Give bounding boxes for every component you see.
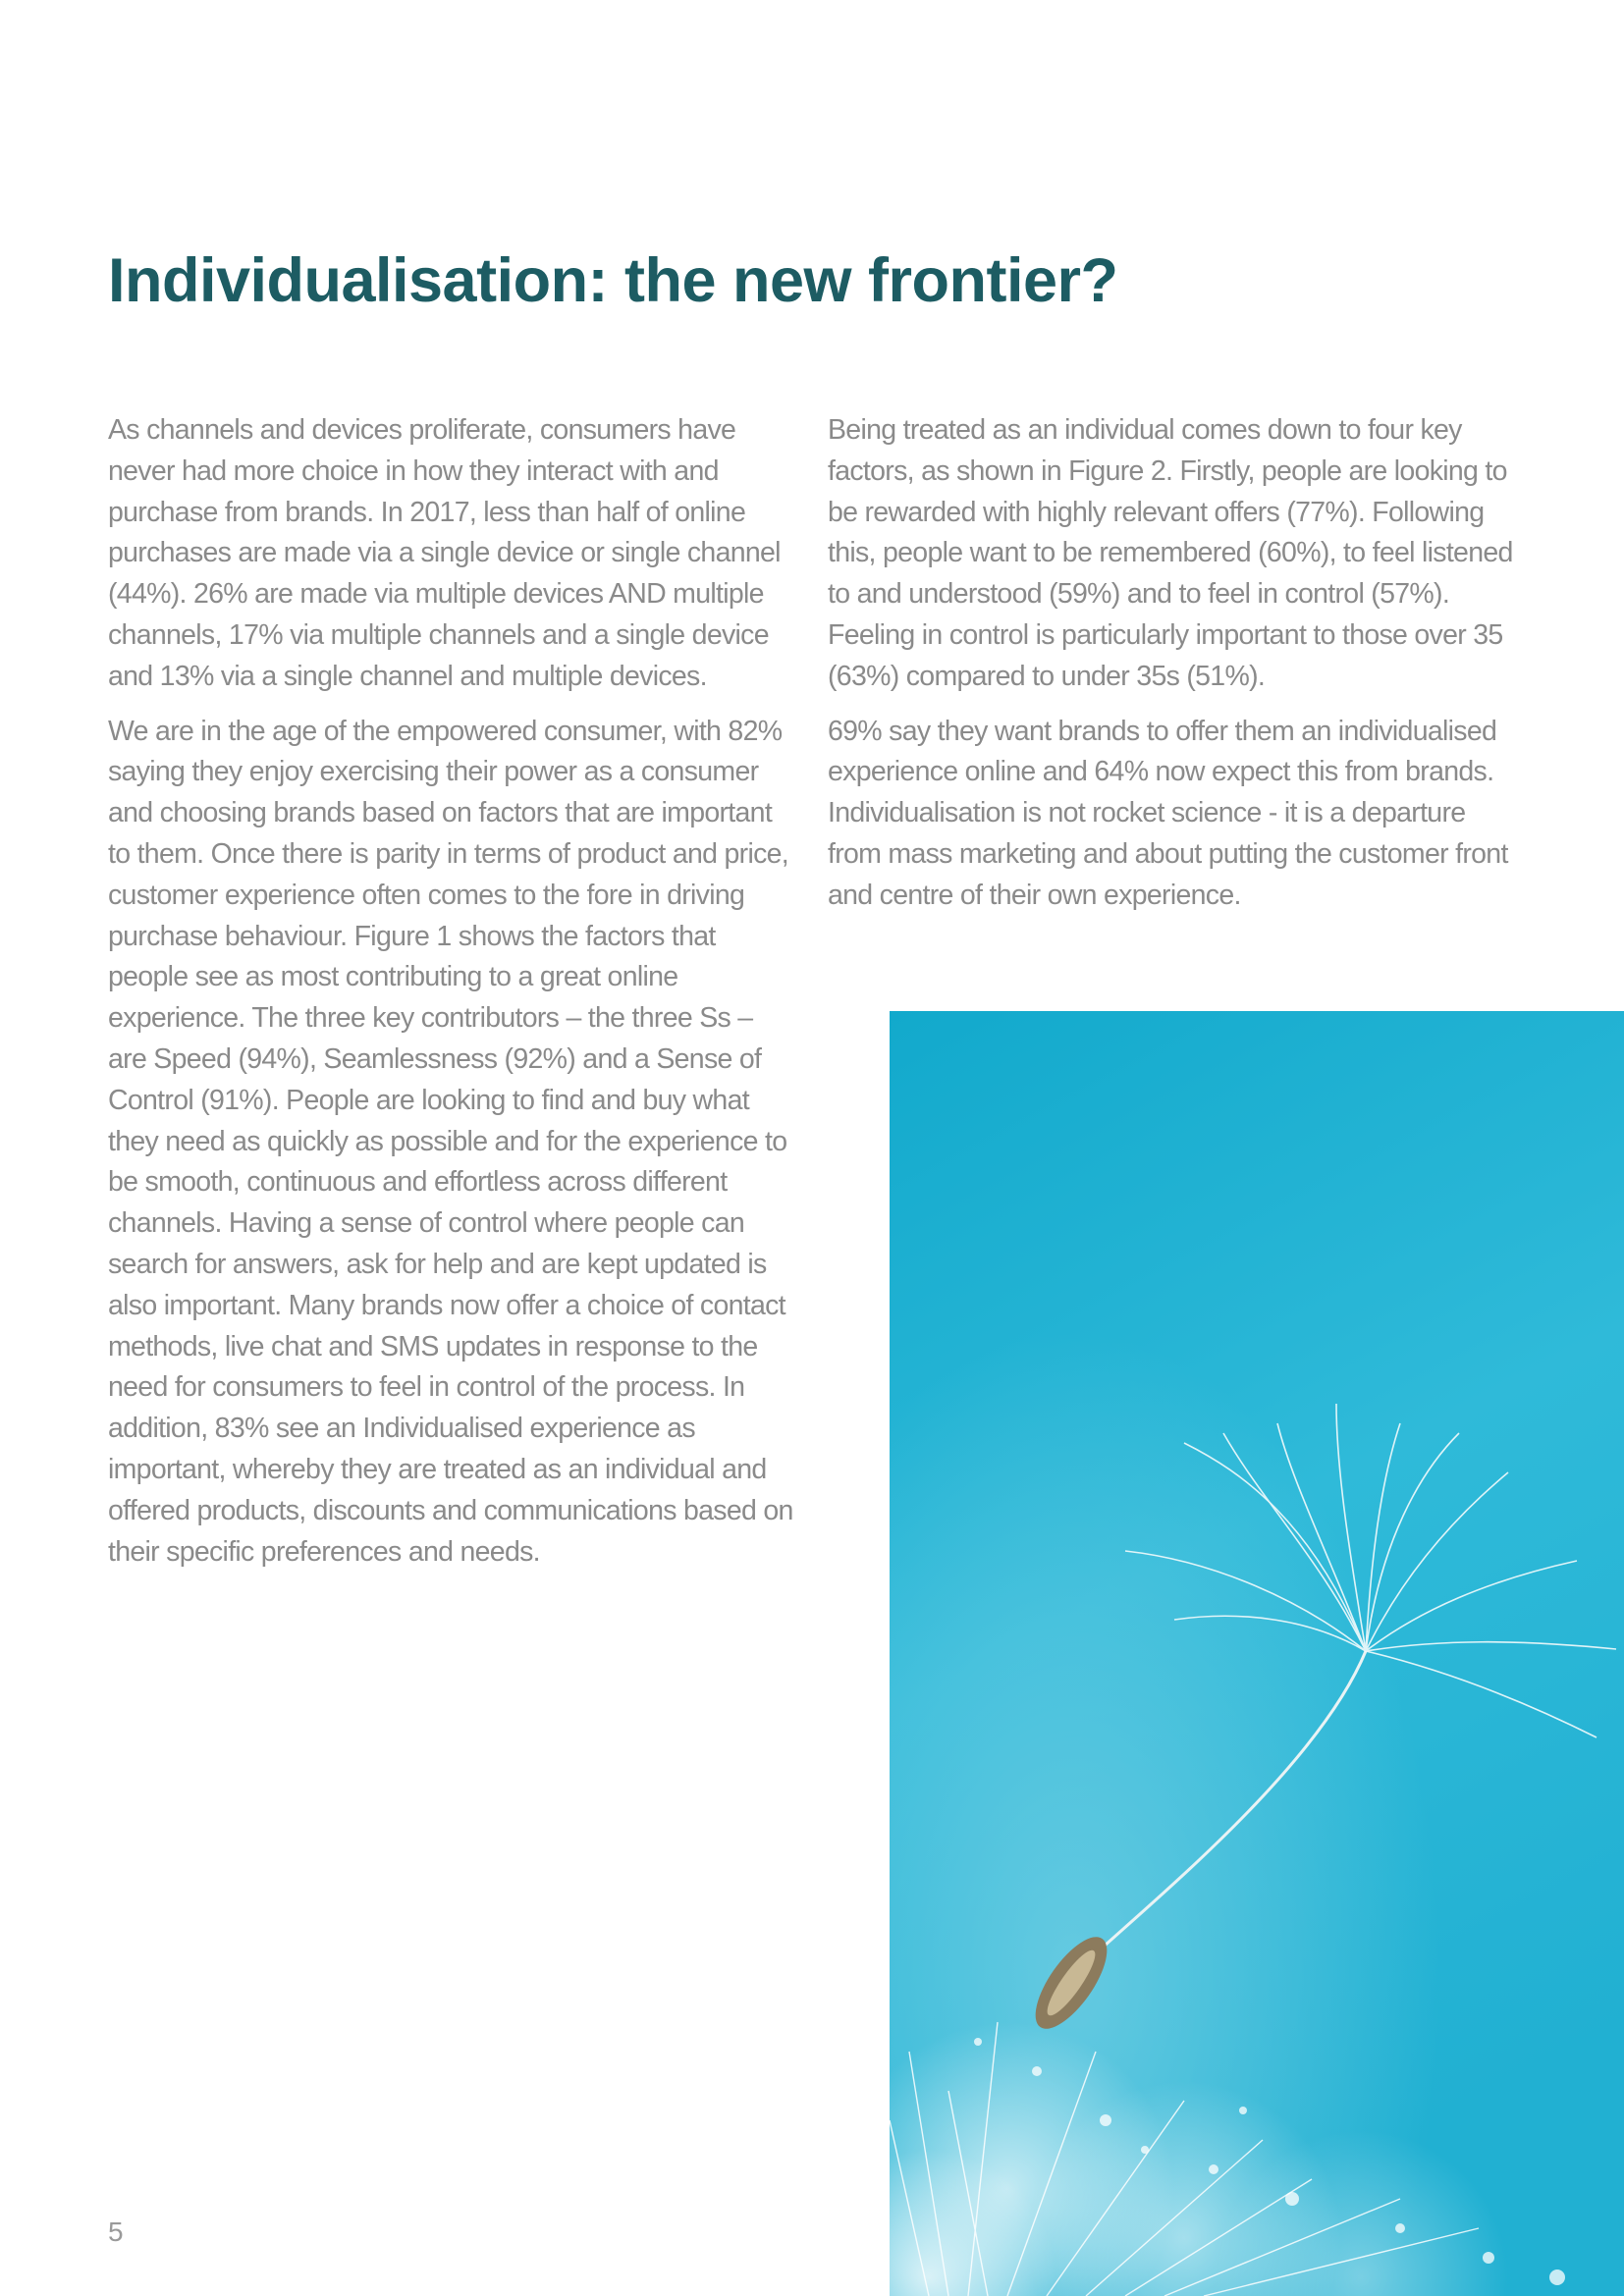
right-paragraph-1: Being treated as an individual comes down to four key factors, as shown in Figure 2. Firstly, people are looking to be rewarded with highly relevant offers (77%). Following this, people want to be remembered (60%), to feel listened to and understood (59%) and to feel in control (57%). Feeling in control is particularly important to those over 35 (63%) compared to under 35s (51%).: [828, 414, 1513, 692]
page-title: Individualisation: the new frontier?: [108, 246, 1118, 315]
right-paragraph-2: 69% say they want brands to offer them an individualised experience online and 64% now expect this from brands. Individualisation is not rocket science - it is a departure from mass marketing and about putting the customer front and centre of their own experience.: [828, 715, 1508, 911]
right-column: [828, 410, 1515, 931]
left-paragraph-1: As channels and devices proliferate, consumers have never had more choice in how they interact with and purchase from brands. In 2017, less than half of online purchases are made via a single device or single channel (44%). 26% are made via multiple devices AND multiple channels, 17% via multiple channels and a single device and 13% via a single channel and multiple devices.: [108, 414, 781, 692]
left-paragraph-2: We are in the age of the empowered consumer, with 82% saying they enjoy exercising their power as a consumer and choosing brands based on factors that are important to them. Once there is parity in terms of product and price, customer experience often comes to the fore in driving purchase behaviour. Figure 1 shows the factors that people see as most contributing to a great online experience. The three key contributors – the three Ss – are Speed (94%), Seamlessness (92%) and a Sense of Control (91%). People are looking to find and buy what they need as quickly as possible and for the experience to be smooth, continuous and effortless across different channels. Having a sense of control where people can search for answers, ask for help and are kept updated is also important. Many brands now offer a choice of contact methods, live chat and SMS updates in response to the need for consumers to feel in control of the process. In addition, 83% see an Individualised experience as important, whereby they are treated as an individual and offered products, discounts and communications based on their specific preferences and needs.: [108, 715, 793, 1568]
left-column: [108, 410, 795, 1586]
dandelion-photo: [890, 1011, 1624, 2296]
page-number: 5: [108, 2216, 124, 2247]
